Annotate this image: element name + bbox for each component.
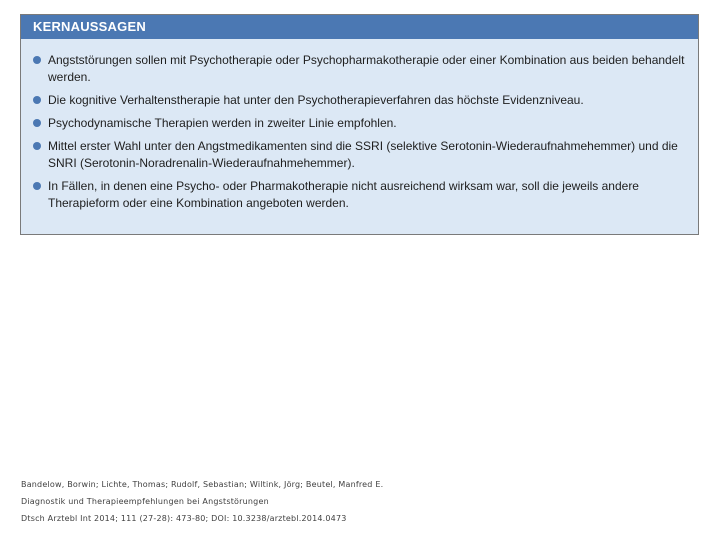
list-item [32, 138, 686, 172]
key-statements-box [20, 14, 699, 235]
citation [21, 476, 383, 527]
list-item [32, 115, 686, 132]
list-item-text: In Fällen, in denen eine Psycho- oder Pharmakotherapie nicht ausreichend wirksam war, soll die jeweils andere Therapieform oder eine Kombination angeboten werden. [48, 179, 639, 210]
bullet-icon [33, 182, 41, 190]
list-item-text: Mittel erster Wahl unter den Angstmedikamenten sind die SSRI (selektive Serotonin-Wiederaufnahmehemmer) und die SNRI (Serotonin-Noradrenalin-Wiederaufnahmehemmer). [48, 139, 678, 170]
list-item [32, 92, 686, 109]
bullet-icon [33, 142, 41, 150]
list-item [32, 52, 686, 86]
bullet-icon [33, 56, 41, 64]
citation-source: Dtsch Arztebl Int 2014; 111 (27-28): 473-80; DOI: 10.3238/arztebl.2014.0473 [21, 514, 347, 523]
list-item [32, 178, 686, 212]
key-statements-list [32, 52, 686, 218]
box-heading: KERNAUSSAGEN [21, 15, 698, 39]
bullet-icon [33, 96, 41, 104]
citation-title: Diagnostik und Therapieempfehlungen bei Angststörungen [21, 497, 269, 506]
citation-authors: Bandelow, Borwin; Lichte, Thomas; Rudolf, Sebastian; Wiltink, Jörg; Beutel, Manfred E. [21, 480, 384, 489]
list-item-text: Psychodynamische Therapien werden in zweiter Linie empfohlen. [48, 116, 397, 130]
bullet-icon [33, 119, 41, 127]
list-item-text: Die kognitive Verhaltenstherapie hat unter den Psychotherapieverfahren das höchste Evidenzniveau. [48, 93, 584, 107]
list-item-text: Angststörungen sollen mit Psychotherapie oder Psychopharmakotherapie oder einer Kombination aus beiden behandelt werden. [48, 53, 685, 84]
